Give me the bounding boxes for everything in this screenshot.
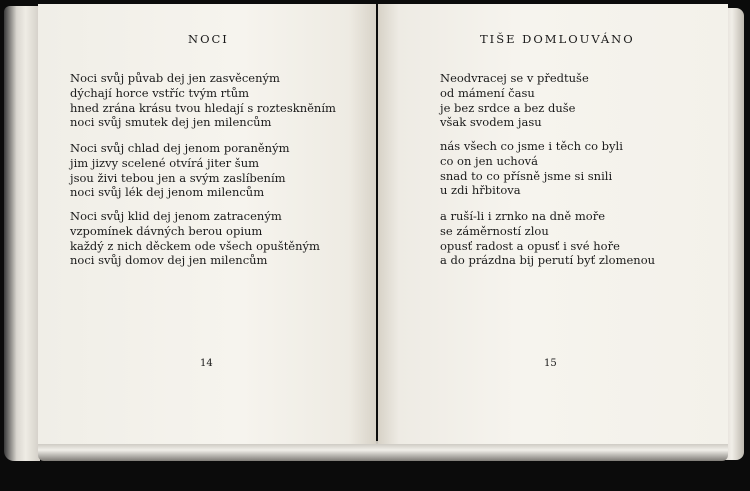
poem-title: TIŠE DOMLOUVÁNO: [480, 32, 635, 46]
verse-line: noci svůj smutek dej jen milencům: [70, 115, 272, 130]
verse-line: je bez srdce a bez duše: [440, 100, 576, 115]
stanza: [70, 141, 290, 200]
stanza: [70, 71, 336, 130]
verse-line: u zdi hřbitova: [440, 183, 521, 198]
verse-line: dýchají horce vstříc tvým rtům: [70, 85, 250, 100]
verse-line: však svodem jasu: [440, 115, 542, 130]
verse-line: od mámení času: [440, 85, 535, 100]
verse-line: noci svůj domov dej jen milencům: [70, 253, 268, 268]
verse-line: a ruší-li i zrnko na dně moře: [440, 209, 606, 223]
verse-line: Noci svůj půvab dej jen zasvěceným: [70, 71, 280, 85]
right-page: [378, 4, 728, 444]
left-page: [38, 4, 376, 444]
poem-title: NOCI: [188, 32, 229, 46]
verse-line: nás všech co jsme i těch co byli: [440, 139, 623, 153]
page-number: 14: [200, 358, 213, 369]
verse-line: a do prázdna bij perutí byť zlomenou: [440, 253, 656, 268]
page-number: 15: [544, 358, 557, 369]
book-bottom-edge: [38, 441, 728, 461]
stanza: [70, 209, 320, 268]
verse-line: co on jen uchová: [440, 153, 538, 168]
stanza: [440, 139, 623, 198]
book-left-edge: [4, 6, 40, 461]
verse-line: Neodvracej se v předtuše: [440, 71, 589, 85]
verse-line: Noci svůj klid dej jenom zatraceným: [70, 209, 282, 223]
stanza: [440, 209, 655, 268]
verse-line: Noci svůj chlad dej jenom poraněným: [70, 141, 290, 155]
stanza: [440, 71, 589, 130]
verse-line: hned zrána krásu tvou hledají s roztesknĕním: [70, 100, 336, 115]
verse-line: noci svůj lék dej jenom milencům: [70, 185, 265, 200]
verse-line: jim jizvy scelené otvírá jiter šum: [70, 155, 260, 170]
verse-line: opusť radost a opusť i své hoře: [440, 238, 620, 253]
verse-line: se záměrností zlou: [440, 223, 549, 238]
verse-line: snad to co přísně jsme si snili: [440, 168, 613, 183]
verse-line: vzpomínek dávných berou opium: [70, 223, 263, 238]
verse-line: každý z nich děckem ode všech opuštěným: [70, 238, 320, 253]
verse-line: jsou živi tebou jen a svým zaslíbením: [70, 170, 286, 185]
